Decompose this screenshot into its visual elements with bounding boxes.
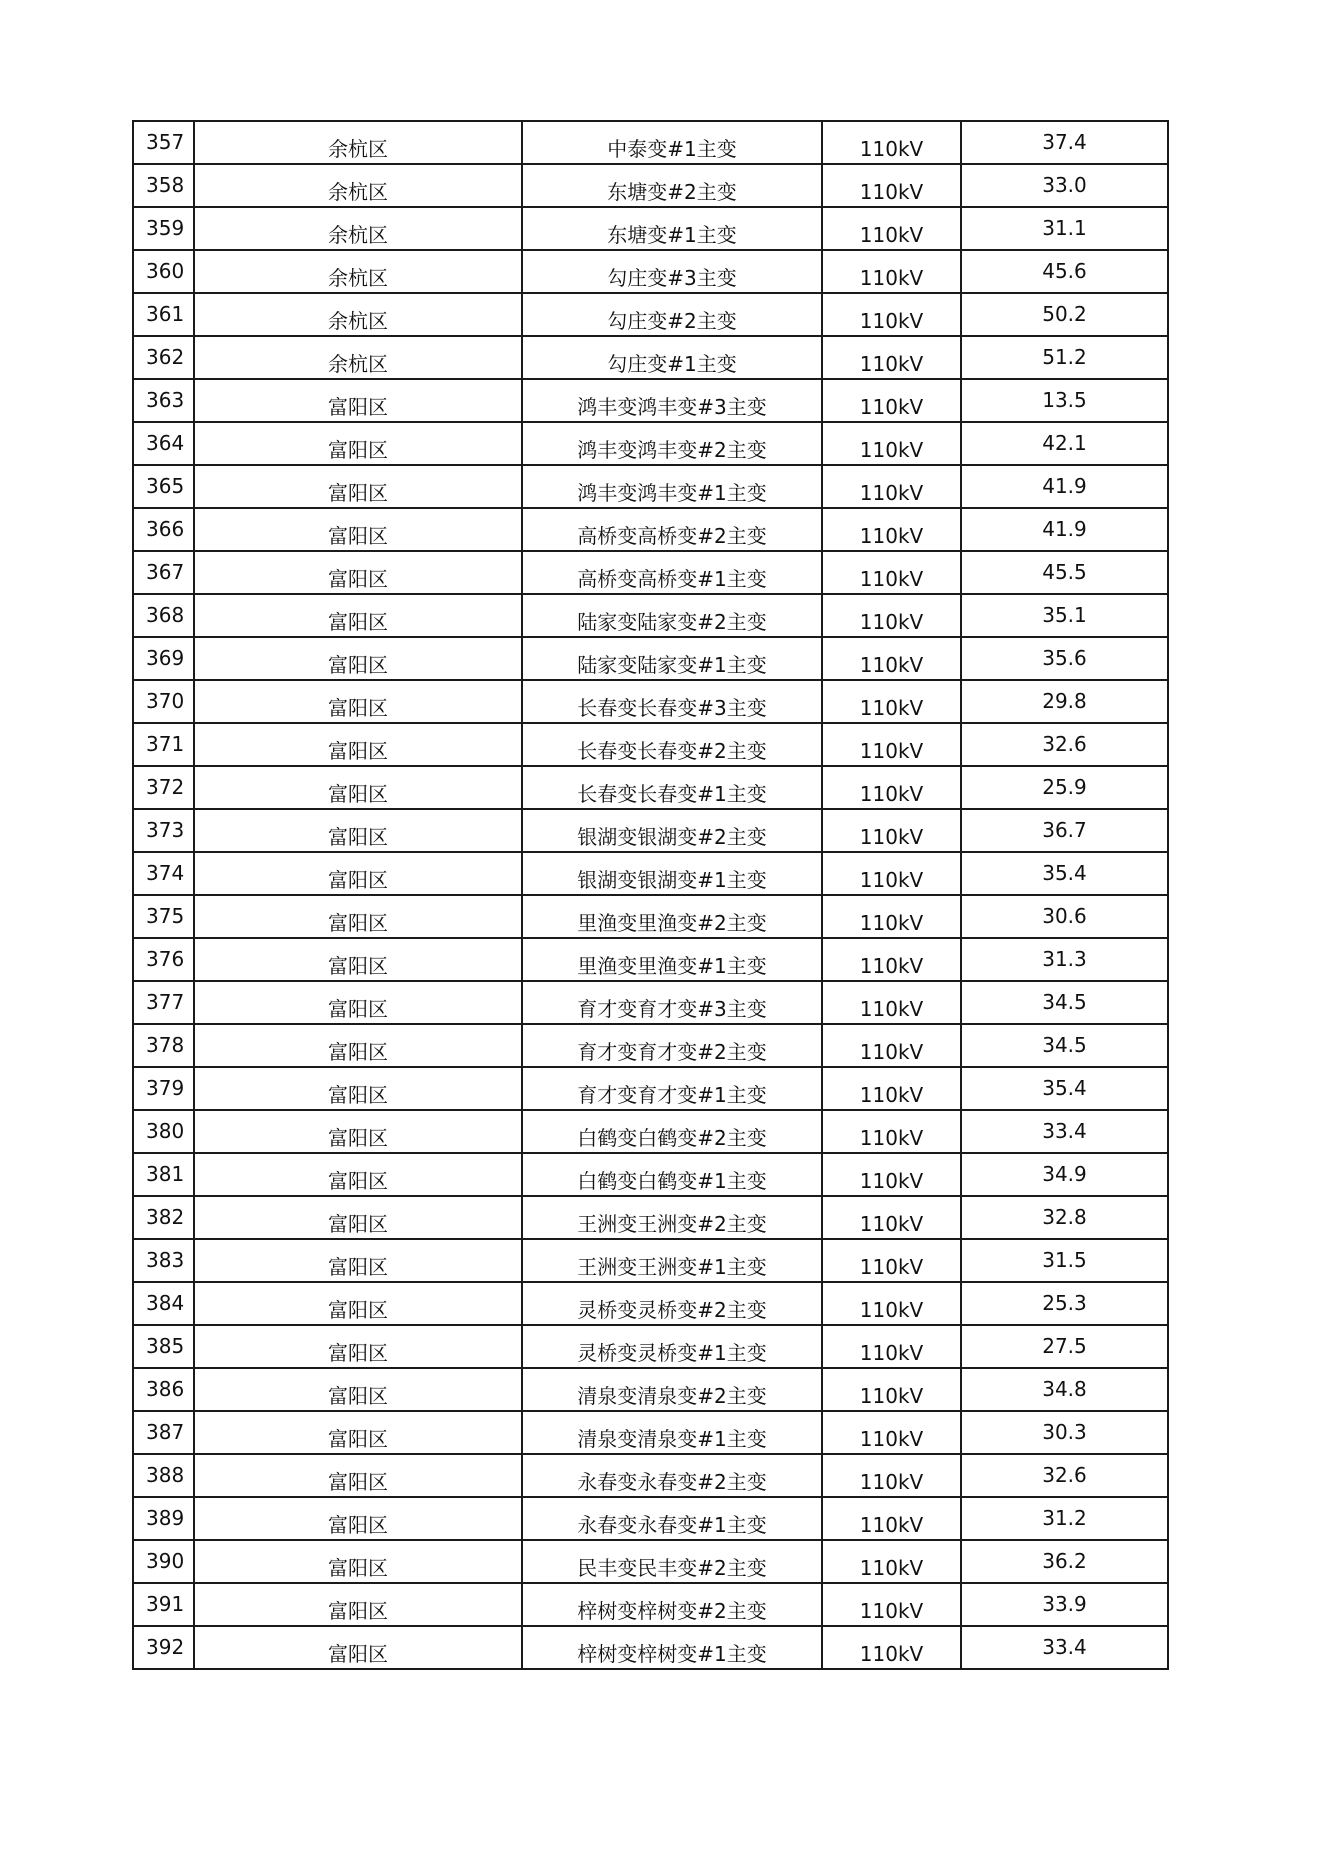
transformer-name-cell: 王洲变王洲变#2主变 xyxy=(522,1196,822,1239)
transformer-name-cell: 陆家变陆家变#2主变 xyxy=(522,594,822,637)
transformer-name-cell: 白鹤变白鹤变#1主变 xyxy=(522,1153,822,1196)
row-number-cell: 371 xyxy=(133,723,194,766)
load-value-cell: 33.9 xyxy=(961,1583,1168,1626)
row-number-cell: 382 xyxy=(133,1196,194,1239)
transformer-name-cell: 鸿丰变鸿丰变#3主变 xyxy=(522,379,822,422)
load-value-cell: 25.3 xyxy=(961,1282,1168,1325)
transformer-name-cell: 东塘变#2主变 xyxy=(522,164,822,207)
transformer-name-cell: 清泉变清泉变#2主变 xyxy=(522,1368,822,1411)
district-cell: 富阳区 xyxy=(194,1411,522,1454)
table-row xyxy=(133,981,1168,1024)
load-value-cell: 31.5 xyxy=(961,1239,1168,1282)
district-cell: 富阳区 xyxy=(194,1583,522,1626)
district-cell: 富阳区 xyxy=(194,1024,522,1067)
voltage-level-cell: 110kV xyxy=(822,1024,961,1067)
row-number-cell: 366 xyxy=(133,508,194,551)
row-number-cell: 380 xyxy=(133,1110,194,1153)
district-cell: 富阳区 xyxy=(194,723,522,766)
transformer-name-cell: 银湖变银湖变#1主变 xyxy=(522,852,822,895)
district-cell: 富阳区 xyxy=(194,1540,522,1583)
load-value-cell: 29.8 xyxy=(961,680,1168,723)
voltage-level-cell: 110kV xyxy=(822,508,961,551)
load-value-cell: 30.3 xyxy=(961,1411,1168,1454)
table-row xyxy=(133,852,1168,895)
row-number-cell: 363 xyxy=(133,379,194,422)
row-number-cell: 381 xyxy=(133,1153,194,1196)
row-number-cell: 389 xyxy=(133,1497,194,1540)
transformer-name-cell: 高桥变高桥变#2主变 xyxy=(522,508,822,551)
table-row xyxy=(133,1540,1168,1583)
voltage-level-cell: 110kV xyxy=(822,1110,961,1153)
district-cell: 富阳区 xyxy=(194,637,522,680)
table-row xyxy=(133,1497,1168,1540)
table-row xyxy=(133,1239,1168,1282)
row-number-cell: 376 xyxy=(133,938,194,981)
transformer-name-cell: 民丰变民丰变#2主变 xyxy=(522,1540,822,1583)
load-value-cell: 41.9 xyxy=(961,465,1168,508)
transformer-name-cell: 梓树变梓树变#2主变 xyxy=(522,1583,822,1626)
row-number-cell: 357 xyxy=(133,121,194,164)
transformer-name-cell: 勾庄变#1主变 xyxy=(522,336,822,379)
load-value-cell: 33.4 xyxy=(961,1110,1168,1153)
district-cell: 富阳区 xyxy=(194,1497,522,1540)
transformer-name-cell: 灵桥变灵桥变#2主变 xyxy=(522,1282,822,1325)
district-cell: 富阳区 xyxy=(194,895,522,938)
row-number-cell: 385 xyxy=(133,1325,194,1368)
transformer-name-cell: 中泰变#1主变 xyxy=(522,121,822,164)
voltage-level-cell: 110kV xyxy=(822,766,961,809)
load-value-cell: 31.1 xyxy=(961,207,1168,250)
transformer-name-cell: 育才变育才变#1主变 xyxy=(522,1067,822,1110)
voltage-level-cell: 110kV xyxy=(822,1368,961,1411)
row-number-cell: 390 xyxy=(133,1540,194,1583)
district-cell: 富阳区 xyxy=(194,1153,522,1196)
voltage-level-cell: 110kV xyxy=(822,1583,961,1626)
voltage-level-cell: 110kV xyxy=(822,637,961,680)
load-value-cell: 45.5 xyxy=(961,551,1168,594)
voltage-level-cell: 110kV xyxy=(822,164,961,207)
transformer-name-cell: 鸿丰变鸿丰变#1主变 xyxy=(522,465,822,508)
table-row xyxy=(133,1196,1168,1239)
district-cell: 余杭区 xyxy=(194,164,522,207)
row-number-cell: 362 xyxy=(133,336,194,379)
voltage-level-cell: 110kV xyxy=(822,938,961,981)
voltage-level-cell: 110kV xyxy=(822,852,961,895)
table-row xyxy=(133,1067,1168,1110)
transformer-name-cell: 长春变长春变#3主变 xyxy=(522,680,822,723)
voltage-level-cell: 110kV xyxy=(822,723,961,766)
transformer-name-cell: 白鹤变白鹤变#2主变 xyxy=(522,1110,822,1153)
load-value-cell: 30.6 xyxy=(961,895,1168,938)
load-value-cell: 51.2 xyxy=(961,336,1168,379)
table-row xyxy=(133,293,1168,336)
transformer-name-cell: 永春变永春变#1主变 xyxy=(522,1497,822,1540)
table-row xyxy=(133,250,1168,293)
table-row xyxy=(133,637,1168,680)
load-value-cell: 36.7 xyxy=(961,809,1168,852)
row-number-cell: 372 xyxy=(133,766,194,809)
table-row xyxy=(133,164,1168,207)
transformer-load-table xyxy=(132,120,1169,1670)
load-value-cell: 41.9 xyxy=(961,508,1168,551)
voltage-level-cell: 110kV xyxy=(822,895,961,938)
load-value-cell: 42.1 xyxy=(961,422,1168,465)
district-cell: 富阳区 xyxy=(194,508,522,551)
table-row xyxy=(133,766,1168,809)
district-cell: 富阳区 xyxy=(194,551,522,594)
voltage-level-cell: 110kV xyxy=(822,250,961,293)
transformer-name-cell: 育才变育才变#3主变 xyxy=(522,981,822,1024)
table-row xyxy=(133,1411,1168,1454)
row-number-cell: 378 xyxy=(133,1024,194,1067)
district-cell: 余杭区 xyxy=(194,250,522,293)
transformer-name-cell: 勾庄变#3主变 xyxy=(522,250,822,293)
table-row xyxy=(133,1282,1168,1325)
row-number-cell: 369 xyxy=(133,637,194,680)
row-number-cell: 384 xyxy=(133,1282,194,1325)
voltage-level-cell: 110kV xyxy=(822,1540,961,1583)
load-value-cell: 32.6 xyxy=(961,1454,1168,1497)
table-row xyxy=(133,938,1168,981)
transformer-name-cell: 鸿丰变鸿丰变#2主变 xyxy=(522,422,822,465)
row-number-cell: 391 xyxy=(133,1583,194,1626)
load-value-cell: 32.8 xyxy=(961,1196,1168,1239)
row-number-cell: 368 xyxy=(133,594,194,637)
row-number-cell: 367 xyxy=(133,551,194,594)
voltage-level-cell: 110kV xyxy=(822,379,961,422)
district-cell: 富阳区 xyxy=(194,1626,522,1669)
table-row xyxy=(133,680,1168,723)
district-cell: 余杭区 xyxy=(194,121,522,164)
transformer-name-cell: 清泉变清泉变#1主变 xyxy=(522,1411,822,1454)
voltage-level-cell: 110kV xyxy=(822,465,961,508)
voltage-level-cell: 110kV xyxy=(822,1497,961,1540)
load-value-cell: 36.2 xyxy=(961,1540,1168,1583)
district-cell: 富阳区 xyxy=(194,680,522,723)
transformer-name-cell: 梓树变梓树变#1主变 xyxy=(522,1626,822,1669)
voltage-level-cell: 110kV xyxy=(822,1411,961,1454)
transformer-name-cell: 长春变长春变#2主变 xyxy=(522,723,822,766)
district-cell: 富阳区 xyxy=(194,1110,522,1153)
row-number-cell: 370 xyxy=(133,680,194,723)
district-cell: 余杭区 xyxy=(194,293,522,336)
table-row xyxy=(133,1024,1168,1067)
district-cell: 富阳区 xyxy=(194,422,522,465)
row-number-cell: 388 xyxy=(133,1454,194,1497)
district-cell: 富阳区 xyxy=(194,938,522,981)
voltage-level-cell: 110kV xyxy=(822,1196,961,1239)
row-number-cell: 365 xyxy=(133,465,194,508)
transformer-name-cell: 东塘变#1主变 xyxy=(522,207,822,250)
row-number-cell: 375 xyxy=(133,895,194,938)
load-value-cell: 13.5 xyxy=(961,379,1168,422)
district-cell: 富阳区 xyxy=(194,981,522,1024)
voltage-level-cell: 110kV xyxy=(822,809,961,852)
load-value-cell: 34.5 xyxy=(961,1024,1168,1067)
transformer-name-cell: 勾庄变#2主变 xyxy=(522,293,822,336)
load-value-cell: 35.1 xyxy=(961,594,1168,637)
transformer-name-cell: 永春变永春变#2主变 xyxy=(522,1454,822,1497)
table-row xyxy=(133,809,1168,852)
district-cell: 富阳区 xyxy=(194,379,522,422)
voltage-level-cell: 110kV xyxy=(822,422,961,465)
table-row xyxy=(133,1153,1168,1196)
load-value-cell: 37.4 xyxy=(961,121,1168,164)
voltage-level-cell: 110kV xyxy=(822,1153,961,1196)
district-cell: 富阳区 xyxy=(194,1368,522,1411)
district-cell: 富阳区 xyxy=(194,766,522,809)
load-value-cell: 31.3 xyxy=(961,938,1168,981)
voltage-level-cell: 110kV xyxy=(822,1325,961,1368)
row-number-cell: 386 xyxy=(133,1368,194,1411)
district-cell: 富阳区 xyxy=(194,809,522,852)
table-row xyxy=(133,594,1168,637)
row-number-cell: 360 xyxy=(133,250,194,293)
transformer-name-cell: 里渔变里渔变#1主变 xyxy=(522,938,822,981)
voltage-level-cell: 110kV xyxy=(822,1239,961,1282)
load-value-cell: 34.5 xyxy=(961,981,1168,1024)
load-value-cell: 35.6 xyxy=(961,637,1168,680)
table-row xyxy=(133,1583,1168,1626)
district-cell: 富阳区 xyxy=(194,1325,522,1368)
row-number-cell: 373 xyxy=(133,809,194,852)
row-number-cell: 383 xyxy=(133,1239,194,1282)
district-cell: 富阳区 xyxy=(194,852,522,895)
load-value-cell: 35.4 xyxy=(961,1067,1168,1110)
table-row xyxy=(133,508,1168,551)
table-row xyxy=(133,895,1168,938)
table-row xyxy=(133,465,1168,508)
voltage-level-cell: 110kV xyxy=(822,680,961,723)
transformer-name-cell: 灵桥变灵桥变#1主变 xyxy=(522,1325,822,1368)
load-value-cell: 34.9 xyxy=(961,1153,1168,1196)
row-number-cell: 358 xyxy=(133,164,194,207)
voltage-level-cell: 110kV xyxy=(822,293,961,336)
row-number-cell: 379 xyxy=(133,1067,194,1110)
table-row xyxy=(133,551,1168,594)
voltage-level-cell: 110kV xyxy=(822,1282,961,1325)
voltage-level-cell: 110kV xyxy=(822,1626,961,1669)
district-cell: 富阳区 xyxy=(194,594,522,637)
voltage-level-cell: 110kV xyxy=(822,336,961,379)
transformer-name-cell: 银湖变银湖变#2主变 xyxy=(522,809,822,852)
load-value-cell: 33.4 xyxy=(961,1626,1168,1669)
transformer-name-cell: 里渔变里渔变#2主变 xyxy=(522,895,822,938)
voltage-level-cell: 110kV xyxy=(822,981,961,1024)
district-cell: 余杭区 xyxy=(194,207,522,250)
table-row xyxy=(133,336,1168,379)
voltage-level-cell: 110kV xyxy=(822,1454,961,1497)
table-row xyxy=(133,422,1168,465)
row-number-cell: 387 xyxy=(133,1411,194,1454)
load-value-cell: 32.6 xyxy=(961,723,1168,766)
load-value-cell: 34.8 xyxy=(961,1368,1168,1411)
table-row xyxy=(133,1325,1168,1368)
row-number-cell: 392 xyxy=(133,1626,194,1669)
row-number-cell: 361 xyxy=(133,293,194,336)
row-number-cell: 374 xyxy=(133,852,194,895)
table-row xyxy=(133,723,1168,766)
voltage-level-cell: 110kV xyxy=(822,207,961,250)
district-cell: 余杭区 xyxy=(194,336,522,379)
transformer-name-cell: 长春变长春变#1主变 xyxy=(522,766,822,809)
transformer-name-cell: 陆家变陆家变#1主变 xyxy=(522,637,822,680)
district-cell: 富阳区 xyxy=(194,1067,522,1110)
table-row xyxy=(133,1454,1168,1497)
load-value-cell: 35.4 xyxy=(961,852,1168,895)
table-row xyxy=(133,207,1168,250)
load-value-cell: 31.2 xyxy=(961,1497,1168,1540)
transformer-name-cell: 高桥变高桥变#1主变 xyxy=(522,551,822,594)
district-cell: 富阳区 xyxy=(194,1196,522,1239)
district-cell: 富阳区 xyxy=(194,1239,522,1282)
table-row xyxy=(133,1368,1168,1411)
table-row xyxy=(133,121,1168,164)
transformer-name-cell: 王洲变王洲变#1主变 xyxy=(522,1239,822,1282)
voltage-level-cell: 110kV xyxy=(822,1067,961,1110)
district-cell: 富阳区 xyxy=(194,465,522,508)
load-value-cell: 33.0 xyxy=(961,164,1168,207)
table-row xyxy=(133,379,1168,422)
voltage-level-cell: 110kV xyxy=(822,551,961,594)
row-number-cell: 364 xyxy=(133,422,194,465)
voltage-level-cell: 110kV xyxy=(822,121,961,164)
load-value-cell: 45.6 xyxy=(961,250,1168,293)
row-number-cell: 377 xyxy=(133,981,194,1024)
row-number-cell: 359 xyxy=(133,207,194,250)
load-value-cell: 50.2 xyxy=(961,293,1168,336)
load-value-cell: 25.9 xyxy=(961,766,1168,809)
district-cell: 富阳区 xyxy=(194,1282,522,1325)
load-value-cell: 27.5 xyxy=(961,1325,1168,1368)
district-cell: 富阳区 xyxy=(194,1454,522,1497)
transformer-name-cell: 育才变育才变#2主变 xyxy=(522,1024,822,1067)
table-row xyxy=(133,1626,1168,1669)
voltage-level-cell: 110kV xyxy=(822,594,961,637)
table-body xyxy=(133,121,1168,1669)
table-row xyxy=(133,1110,1168,1153)
